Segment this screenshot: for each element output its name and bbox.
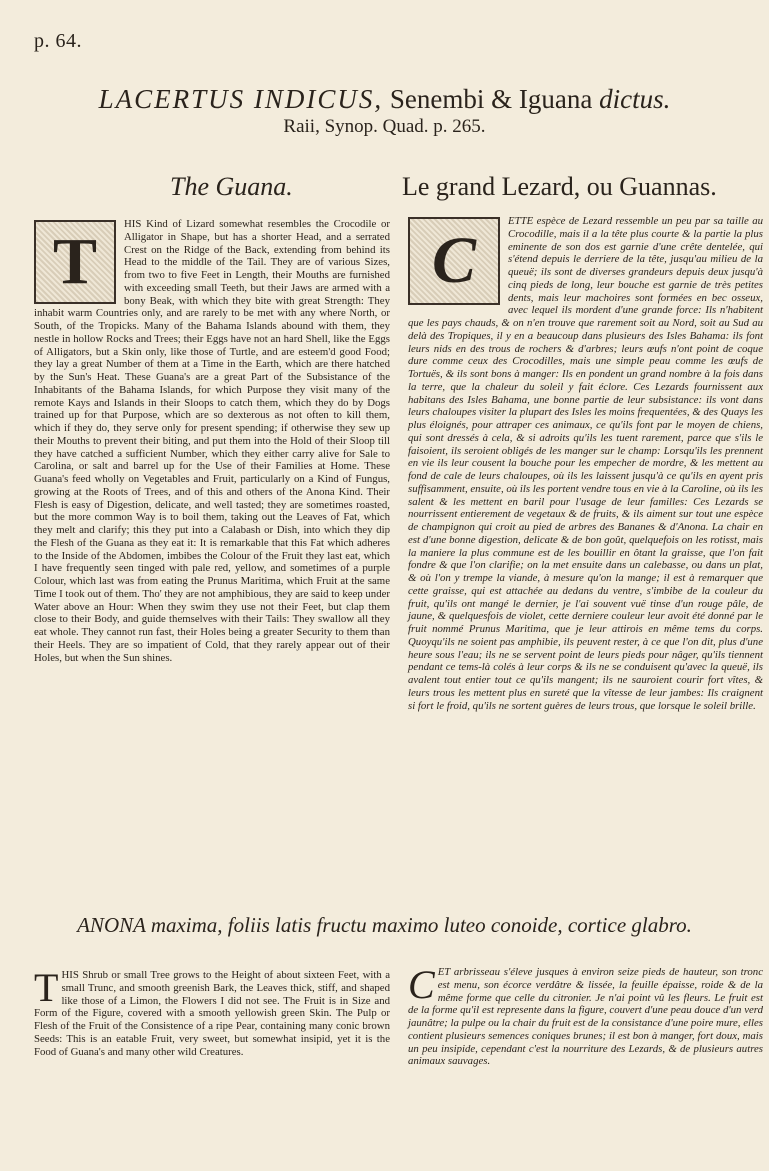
anona-french-column: [408, 962, 763, 1068]
french-body: ETTE espèce de Lezard ressemble un peu par sa taille au Crocodille, mais il a la tête plus courte & la partie la plus eminente de son dos est garnie d'une crête dentelée, qui s'étend depuis le derriere de la tête, jusqu'au milieu de la queuë; ils sont de diverses grandeurs depuis deux jusqu'à cinq pieds de long, leur bouche est garnie de très petites dents, mais leur machoires sont formées en bec osseux, avec lequel ils mordent d'une grande force: Ils n'habitent que les pays chauds, & on n'en trouve que rarement soit au Nord, soit au Sud au delà des Tropiques, il y en a beaucoup dans plusieurs des Isles Bahama: ils font leurs nids en des trous de rochers & d'arbres; leurs œufs n'ont point de coque dure comme ceux des Crocodilles, mais une simple peau comme les œufs de Tortuës, & ils sont bons à manger: Ils en pondent un grand nombre à la fois dans la terre, que la chaleur du soleil y fait éclore. Ces Lezards fournissent aux habitans des Isles Bahama, une bonne partie de leur subsistance: ils vont dans leurs chaloupes visiter la plupart des Isles les moins frequentées, & des Quays les plus éloignés, pour attraper ces animaux, ce qu'ils font par le moyen de chiens, qui sont dressés à cela, & si adroits qu'ils les tuent rarement, parce que s'ils le faisoient, ils seroient obligés de les manger sur le champ: Lorsqu'ils les prennent en vie ils leur cousent la bouche pour les empecher de mordre, & les mettent au fond de cale de leurs chaloupes, où ils les laissent jusqu'à ce qu'ils en ayent pris suffisamment, ensuite, où ils les portent vendre tous en vie à la Caroline, où ils les salent & les mettent en baril pour l'usage de leur familles: Ces Lezards se nourrissent entierement de vegetaux & de fruits, & ils aiment sur tout une espèce de champignon qui croit au pied de arbres des Bananes & d'Anona. La chair en est d'une bonne digestion, delicate & de bon goût, quelquefois on les rotisst, mais la maniere la plus commune est de les bouillir en ôtant la graisse, que l'on fait fondre & que l'on clarifie; on la met ensuite dans un calebasse, ou dans un plat, & où l'on y trempe la viande, à mesure qu'on la mange; il est à remarquer que cette graisse, qui est attachée au dedans du ventre, s'imbibe de la couleur du fruit, qu'ils ont mangé le dernier, je l'ai souvent vuë tinse d'un rouge pâle, de jaune, & quelquesfois de violet, cette derniere couleur leur avoit été donné par le fruit nommé Prunus Maritima, que je leur attirois en même tems du corps. Quoyqu'ils ne soient pas amphibie, ils peuvent rester, à ce que l'on dit, plus d'une heure sous l'eau; ils ne se servent point de leurs pieds pour nâger, qu'ils tiennent pendant ce tems-là colés à leur corps & ils ne se conduisent qu'avec la queuë, ils avalent tout entier tout ce qu'ils mangent; ils ne sauroient courir fort vîtes, & leurs trous les mettent plus en sureté que la vîtesse de leur jambes: Ils craignent si fort le froid, qu'ils ne sortent guères de leurs trous, que lorsque le soleil brille.: [408, 215, 763, 712]
english-body: HIS Kind of Lizard somewhat resembles the Crocodile or Alligator in Shape, but has a shorter Head, and a serrated Crest on the Ridge of the Back, extending from behind its Head to the middle of the Tail. They are of various Sizes, from two to five Feet in Length, their Mouths are furnished with exceeding small Teeth, but their Jaws are armed with a bony Beak, with which they bite with great Strength: They inhabit warm Countries only, and are rarely to be met with any where North, or South, of the Tropicks. Many of the Bahama Islands abound with them, they nestle in hollow Rocks and Trees; their Eggs have not an hard Shell, like the Eggs of Alligators, but a Skin only, like those of Turtle, and are esteem'd good Food; they lay a great Number of them at a Time in the Earth, which are there hatched by the Sun's Heat. These Guana's are a great Part of the Subsistance of the Inhabitants of the Bahama Islands, for which Purpose they visit many of the remote Kays and Islands in their Sloops to catch them, which they do by Dogs trained up for that Purpose, which are so dexterous as not often to kill them, which if they do, they serve only for present spending; if otherwise they sew up their Mouths to prevent their biting, and put them into the Hold of their Sloop till they have catched a sufficient Number, which they either carry alive for Sale to Carolina, or salt and barrel up for the Use of their Families at Home. These Guana's feed wholly on Vegetables and Fruit, particularly on a Kind of Fungus, growing at the Roots of Trees, and of this and others of the Anona Kind. Their Flesh is easy of Digestion, delicate, and well tasted; they are sometimes roasted, but the more common Way is to boil them, taking out the Leaves of Fat, which they melt and clarify; this they put into a Calabash or Dish, into which they dip the Flesh of the Guana as they eat it: It is remarkable that this Fat which adheres to the Inside of the Abdomen, imbibes the Colour of the Fruit they last eat, which I have frequently seen tinged with pale red, yellow, and sometimes of a purple Colour, which last was from eating the Prunus Maritima, which Fruit at the same Time I took out of them. Tho' they are not amphibious, they are said to keep under Water above an Hour: When they swim they use not their Feet, but clap them close to their Body, and guide themselves with their Tails: They swallow all they eat whole. They cannot run fast, their Holes being a greater Security to them than their Heels. They are so impatient of Cold, that they rarely appear out of their Holes, but when the Sun shines.: [34, 218, 390, 664]
anona-french-body: ET arbrisseau s'éleve jusques à environ seize pieds de hauteur, son tronc est menu, son écorce verdâtre & lissée, la feuille épaisse, roide & de la même forme que celle du citronier. Je n'ai point vû les fleurs. Le fruit est de la forme qu'il est represente dans la figure, couvert d'une peau douce d'un verd jaunâtre; la pulpe ou la chair du fruit est de la consistance d'une poire mure, elles contient plusieurs semences coniques brunes; il est bon à manger, fort doux, mais un peu insipide, cependant c'est la nourriture des Lezards, & de plusieurs autres animaux sauvages.: [408, 966, 763, 1068]
anona-english-initial: T: [34, 965, 59, 1010]
reference-line: Raii, Synop. Quad. p. 265.: [283, 116, 486, 137]
ornamental-initial-t: [34, 220, 116, 304]
french-column: [408, 215, 763, 712]
english-heading: The Guana.: [170, 172, 293, 201]
dictus-word: dictus.: [599, 84, 671, 114]
species-title: [0, 84, 769, 114]
initial-letter: T: [52, 224, 98, 298]
latin-name: LACERTUS INDICUS,: [98, 84, 384, 114]
french-heading: Le grand Lezard, ou Guannas.: [402, 172, 717, 201]
anona-english-body: HIS Shrub or small Tree grows to the Height of about sixteen Feet, with a small Trunc, and smooth greenish Bark, the Leaves thick, stiff, and shaped like those of a Limon, the Flowers I did not see. The Fruit is in Size and Form of the Figure, covered with a smooth yellowish green Skin. The Pulp or Flesh of the Fruit of the Consistence of a ripe Pear, containing many conic brown Seeds: This is an eatable Fruit, very sweet, but somewhat insipid, yet it is the Food of Guana's and many other wild Creatures.: [34, 969, 390, 1058]
anona-english-column: [34, 965, 390, 1058]
page-number: p. 64.: [34, 30, 82, 52]
ornamental-initial-c: [408, 217, 500, 305]
anona-title: ANONA maxima, foliis latis fructu maximo luteo conoide, cortice glabro.: [77, 913, 692, 937]
english-column: [34, 218, 390, 664]
common-names: Senembi & Iguana: [389, 84, 593, 114]
anona-french-initial: C: [408, 962, 435, 1007]
initial-letter: C: [431, 223, 477, 297]
